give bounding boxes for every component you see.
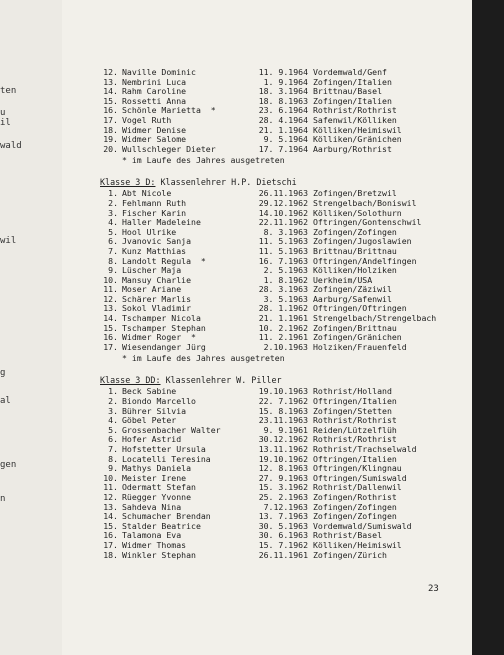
student-number: 14.	[103, 86, 118, 97]
residence-origin: Zofingen/Jugoslawien	[313, 236, 412, 247]
student-name: Tschamper Stephan	[122, 322, 206, 333]
residence-origin: Zofingen/Zofingen	[313, 501, 397, 512]
fragment-text: u	[0, 108, 6, 118]
birth-date: 28. 3.1963	[258, 284, 308, 295]
birth-date: 18. 3.1964	[258, 86, 308, 97]
student-name: Schärer Marlis	[122, 293, 192, 304]
student-number: 12.	[103, 293, 118, 304]
student-name: Widmer Denise	[122, 124, 187, 135]
student-number: 8.	[108, 453, 118, 464]
residence-origin: Oftringen/Italien	[313, 453, 397, 464]
student-name: Meister Irene	[122, 472, 187, 483]
student-number: 2.	[108, 197, 118, 208]
student-name: Biondo Marcello	[122, 396, 196, 407]
fragment-text: wald	[0, 141, 22, 151]
class-teacher: Klassenlehrer W. Piller	[165, 375, 282, 386]
fragment-text: n	[0, 494, 6, 504]
residence-origin: Oftringen/Andelfingen	[313, 255, 417, 266]
student-number: 17.	[103, 539, 118, 550]
birth-date: 30. 6.1963	[258, 530, 308, 541]
student-number: 10.	[103, 274, 118, 285]
residence-origin: Oftringen/Sumiswald	[313, 472, 407, 483]
birth-date: 12. 8.1963	[258, 463, 308, 474]
student-number: 16.	[103, 105, 118, 116]
student-number: 16.	[103, 530, 118, 541]
student-number: 2.	[108, 396, 118, 407]
student-name: Kunz Matthias	[122, 245, 187, 256]
residence-origin: Brittnau/Basel	[313, 86, 383, 97]
student-number: 10.	[103, 472, 118, 483]
birth-date: 2.10.1963	[263, 341, 308, 352]
birth-date: 16. 7.1963	[258, 255, 308, 266]
residence-origin: Zofingen/Zürich	[313, 549, 387, 560]
student-number: 14.	[103, 313, 118, 324]
page-number: 23	[428, 584, 439, 594]
class-label: Klasse 3 DD:	[100, 375, 161, 386]
fragment-text: il	[0, 118, 11, 128]
residence-origin: Zofingen/Bretzwil	[313, 188, 397, 199]
student-name: Widmer Roger *	[122, 332, 196, 343]
student-number: 15.	[103, 95, 118, 106]
student-row	[100, 145, 468, 155]
student-name: Widmer Thomas	[122, 539, 187, 550]
previous-page-fragments	[0, 0, 30, 655]
birth-date: 15. 7.1962	[258, 539, 308, 550]
student-name: Vogel Ruth	[122, 114, 172, 125]
student-name: Rossetti Anna	[122, 95, 187, 106]
student-name: Rüegger Yvonne	[122, 491, 192, 502]
birth-date: 11. 2.1961	[258, 332, 308, 343]
residence-origin: Kölliken/Holziken	[313, 265, 397, 276]
student-number: 6.	[108, 236, 118, 247]
birth-date: 30.12.1962	[258, 434, 308, 445]
birth-date: 1. 8.1962	[263, 274, 308, 285]
student-row	[100, 551, 468, 561]
birth-date: 13. 7.1963	[258, 511, 308, 522]
residence-origin: Zofingen/Italien	[313, 76, 392, 87]
residence-origin: Rothrist/Basel	[313, 530, 383, 541]
student-row	[100, 343, 468, 353]
class-lists	[100, 68, 468, 560]
class-teacher: Klassenlehrer H.P. Dietschi	[160, 177, 297, 188]
birth-date: 14.10.1962	[258, 207, 308, 218]
student-number: 19.	[103, 134, 118, 145]
birth-date: 11. 5.1963	[258, 245, 308, 256]
withdrawn-note: * im Laufe des Jahres ausgetreten	[122, 353, 285, 364]
student-name: Bührer Silvia	[122, 405, 187, 416]
residence-origin: Rothrist/Trachselwald	[313, 444, 417, 454]
student-name: Wiesendanger Jürg	[122, 341, 206, 352]
student-number: 4.	[108, 415, 118, 426]
student-number: 18.	[103, 124, 118, 135]
student-number: 12.	[103, 491, 118, 502]
residence-origin: Oftringen/Gontenschwil	[313, 217, 422, 228]
student-name: Odermatt Stefan	[122, 482, 196, 493]
class-3dd-list	[100, 387, 468, 560]
residence-origin: Rothrist/Dallenwil	[313, 482, 402, 493]
student-name: Lüscher Maja	[122, 265, 182, 276]
student-number: 7.	[108, 444, 118, 454]
student-number: 18.	[103, 549, 118, 560]
residence-origin: Vordemwald/Sumiswald	[313, 520, 412, 531]
student-name: Locatelli Teresina	[122, 453, 211, 464]
student-number: 17.	[103, 114, 118, 125]
student-number: 14.	[103, 511, 118, 522]
birth-date: 11. 5.1963	[258, 236, 308, 247]
student-name: Moser Ariane	[122, 284, 182, 295]
residence-origin: Zofingen/Brittnau	[313, 322, 397, 333]
student-number: 20.	[103, 143, 118, 154]
residence-origin: Kölliken/Gränichen	[313, 134, 402, 145]
class-label: Klasse 3 D:	[100, 177, 156, 188]
student-number: 5.	[108, 424, 118, 435]
fragment-text: gen	[0, 460, 17, 470]
birth-date: 26.11.1963	[258, 188, 308, 199]
residence-origin: Strengelbach/Boniswil	[313, 197, 417, 208]
student-name: Hofer Astrid	[122, 434, 182, 445]
student-name: Abt Nicole	[122, 188, 172, 199]
birth-date: 27. 9.1963	[258, 472, 308, 483]
birth-date: 26.11.1961	[258, 549, 308, 560]
residence-origin: Oftringen/Italien	[313, 396, 397, 407]
student-number: 1.	[108, 386, 118, 397]
student-number: 9.	[108, 463, 118, 474]
residence-origin: Kölliken/Solothurn	[313, 207, 402, 218]
list-continued	[100, 68, 468, 154]
residence-origin: Zofingen/Zofingen	[313, 226, 397, 237]
student-number: 16.	[103, 332, 118, 343]
residence-origin: Holziken/Frauenfeld	[313, 341, 407, 352]
birth-date: 19.10.1962	[258, 453, 308, 464]
student-number: 9.	[108, 265, 118, 276]
student-number: 11.	[103, 284, 118, 295]
birth-date: 22.11.1962	[258, 217, 308, 228]
residence-origin: Rothrist/Rothrist	[313, 434, 397, 445]
student-number: 11.	[103, 482, 118, 493]
birth-date: 17. 7.1964	[258, 143, 308, 154]
fragment-text: al	[0, 396, 11, 406]
student-name: Rahm Caroline	[122, 86, 187, 97]
birth-date: 15. 8.1963	[258, 405, 308, 416]
residence-origin: Rothrist/Holland	[313, 386, 392, 397]
birth-date: 30. 5.1963	[258, 520, 308, 531]
birth-date: 9. 9.1961	[263, 424, 308, 435]
withdrawn-note: * im Laufe des Jahres ausgetreten	[122, 155, 285, 166]
student-name: Göbel Peter	[122, 415, 177, 426]
residence-origin: Kölliken/Heimiswil	[313, 124, 402, 135]
residence-origin: Reiden/Lützelflüh	[313, 424, 397, 435]
student-name: Fischer Karin	[122, 207, 187, 218]
residence-origin: Vordemwald/Genf	[313, 67, 387, 77]
student-number: 15.	[103, 520, 118, 531]
residence-origin: Aarburg/Safenwil	[313, 293, 392, 304]
birth-date: 29.12.1962	[258, 197, 308, 208]
birth-date: 9. 5.1964	[263, 134, 308, 145]
residence-origin: Rothrist/Rothrist	[313, 415, 397, 426]
fragment-text: ten	[0, 86, 17, 96]
residence-origin: Kölliken/Heimiswil	[313, 539, 402, 550]
birth-date: 23. 6.1964	[258, 105, 308, 116]
student-name: Tschamper Nicola	[122, 313, 201, 324]
residence-origin: Oftringen/Oftringen	[313, 303, 407, 314]
birth-date: 1. 9.1964	[263, 76, 308, 87]
scan-border	[472, 0, 504, 655]
student-name: Winkler Stephan	[122, 549, 196, 560]
student-name: Mansuy Charlie	[122, 274, 192, 285]
student-number: 5.	[108, 226, 118, 237]
student-name: Schönle Marietta *	[122, 105, 216, 116]
student-name: Naville Dominic	[122, 67, 196, 77]
birth-date: 10. 2.1962	[258, 322, 308, 333]
student-number: 15.	[103, 322, 118, 333]
birth-date: 21. 1.1964	[258, 124, 308, 135]
residence-origin: Aarburg/Rothrist	[313, 143, 392, 154]
residence-origin: Zofingen/Zofingen	[313, 511, 397, 522]
birth-date: 8. 3.1963	[263, 226, 308, 237]
student-name: Widmer Salome	[122, 134, 187, 145]
student-number: 8.	[108, 255, 118, 266]
student-name: Haller Madeleine	[122, 217, 201, 228]
student-name: Hool Ulrike	[122, 226, 177, 237]
student-number: 13.	[103, 303, 118, 314]
birth-date: 7.12.1963	[263, 501, 308, 512]
birth-date: 3. 5.1963	[263, 293, 308, 304]
birth-date: 19.10.1963	[258, 386, 308, 397]
student-name: Wullschleger Dieter	[122, 143, 216, 154]
residence-origin: Uerkheim/USA	[313, 274, 373, 285]
fragment-text: g	[0, 368, 6, 378]
birth-date: 2. 5.1963	[263, 265, 308, 276]
birth-date: 21. 1.1961	[258, 313, 308, 324]
birth-date: 28. 4.1964	[258, 114, 308, 125]
student-name: Mathys Daniela	[122, 463, 192, 474]
birth-date: 23.11.1963	[258, 415, 308, 426]
student-name: Jvanovic Sanja	[122, 236, 192, 247]
student-name: Nembrini Luca	[122, 76, 187, 87]
residence-origin: Rothrist/Rothrist	[313, 105, 397, 116]
student-number: 17.	[103, 341, 118, 352]
class-3d-list	[100, 189, 468, 352]
residence-origin: Zofingen/Zäziwil	[313, 284, 392, 295]
birth-date: 22. 7.1962	[258, 396, 308, 407]
student-number: 12.	[103, 67, 118, 77]
student-number: 7.	[108, 245, 118, 256]
student-number: 6.	[108, 434, 118, 445]
residence-origin: Brittnau/Brittnau	[313, 245, 397, 256]
student-number: 13.	[103, 501, 118, 512]
birth-date: 18. 8.1963	[258, 95, 308, 106]
student-number: 4.	[108, 217, 118, 228]
student-name: Stalder Beatrice	[122, 520, 201, 531]
student-name: Hofstetter Ursula	[122, 444, 206, 454]
residence-origin: Safenwil/Kölliken	[313, 114, 397, 125]
birth-date: 15. 3.1962	[258, 482, 308, 493]
student-name: Schumacher Brendan	[122, 511, 211, 522]
student-name: Sahdeva Nina	[122, 501, 182, 512]
student-number: 3.	[108, 405, 118, 416]
student-name: Sokol Vladimir	[122, 303, 192, 314]
residence-origin: Oftringen/Klingnau	[313, 463, 402, 474]
student-name: Talamona Eva	[122, 530, 182, 541]
residence-origin: Zofingen/Italien	[313, 95, 392, 106]
birth-date: 28. 1.1962	[258, 303, 308, 314]
birth-date: 13.11.1962	[258, 444, 308, 454]
birth-date: 25. 2.1963	[258, 491, 308, 502]
student-name: Grossenbacher Walter	[122, 424, 221, 435]
student-number: 1.	[108, 188, 118, 199]
student-number: 3.	[108, 207, 118, 218]
residence-origin: Zofingen/Rothrist	[313, 491, 397, 502]
fragment-text: wil	[0, 236, 17, 246]
birth-date: 11. 9.1964	[258, 67, 308, 77]
residence-origin: Zofingen/Gränichen	[313, 332, 402, 343]
student-number: 13.	[103, 76, 118, 87]
student-name: Fehlmann Ruth	[122, 197, 187, 208]
residence-origin: Zofingen/Stetten	[313, 405, 392, 416]
student-name: Landolt Regula *	[122, 255, 206, 266]
student-name: Beck Sabine	[122, 386, 177, 397]
residence-origin: Strengelbach/Strengelbach	[313, 313, 437, 324]
